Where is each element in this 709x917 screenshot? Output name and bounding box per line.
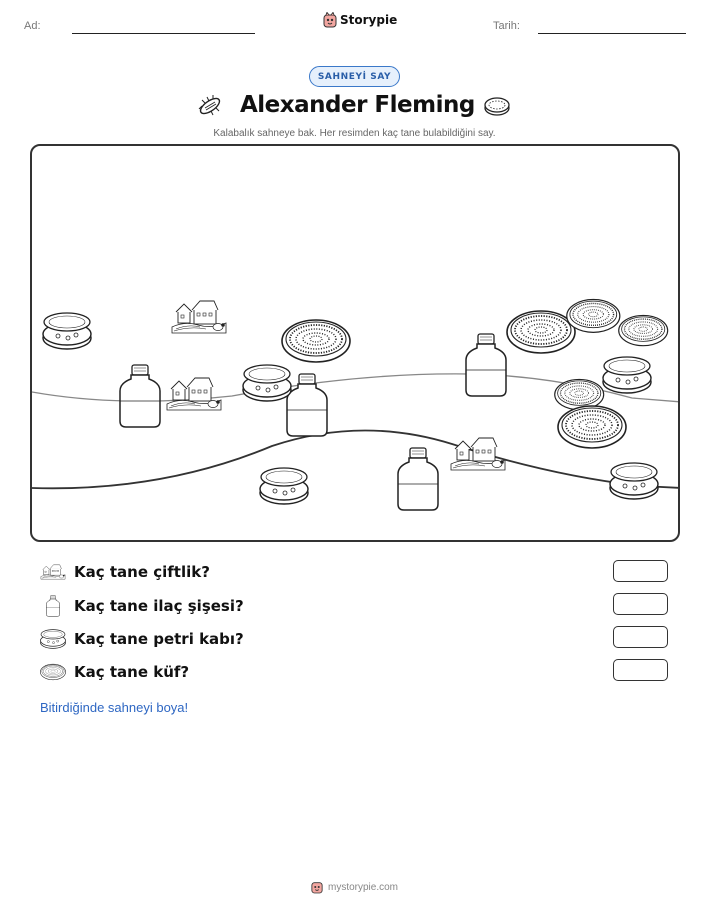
mold-icon [567,300,620,333]
answer-box-bottle[interactable] [613,593,668,615]
answer-box-petri[interactable] [613,626,668,648]
site-footer [0,880,709,894]
question-text: Kaç tane petri kabı? [74,630,244,648]
question-text: Kaç tane ilaç şişesi? [74,597,244,615]
answer-box-farm[interactable] [613,560,668,582]
mold-icon [282,320,350,362]
date-label: Tarih: [493,20,520,32]
coloring-note: Bitirdiğinde sahneyi boya! [40,700,189,715]
bacteria-icon [196,93,224,119]
date-line[interactable] [538,33,686,34]
petri-dish-title-icon [483,94,511,118]
name-line[interactable] [72,33,255,34]
page-title: Alexander Fleming [240,92,475,118]
counting-scene[interactable] [30,144,680,542]
question-petri [40,627,244,651]
name-label: Ad: [24,20,41,32]
medicine-bottle-icon [466,334,506,396]
instructions: Kalabalık sahneye bak. Her resimden kaç tane bulabildiğini say. [213,128,496,139]
answer-box-mold[interactable] [613,659,668,681]
petri-dish-icon [610,463,658,499]
mold-icon [558,406,626,448]
activity-badge: SAHNEYİ SAY [309,66,400,87]
petri-dish-icon [603,357,651,393]
farm-icon [451,438,505,470]
medicine-bottle-icon [287,374,327,436]
mold-icon [619,315,668,345]
petri-dish-icon [43,313,91,349]
storypie-logo [323,12,397,28]
question-text: Kaç tane küf? [74,663,190,681]
medicine-bottle-icon [40,595,66,617]
petri-dish-icon [260,468,308,504]
petri-dish-icon [40,628,66,650]
medicine-bottle-icon [398,448,438,510]
mold-icon [40,661,66,683]
farm-icon [172,301,226,333]
farm-icon [167,378,221,410]
site-url: mystorypie.com [327,881,398,893]
mold-icon [555,379,604,409]
question-farm [40,560,210,584]
question-text: Kaç tane çiftlik? [74,563,210,581]
storypie-mascot-icon [323,12,337,28]
question-mold [40,660,189,684]
farm-icon [40,561,66,583]
scene-drawing [32,146,680,542]
medicine-bottle-icon [120,365,160,427]
mold-icon [507,311,575,353]
petri-dish-icon [243,365,291,401]
brand-name: Storypie [340,13,398,27]
storypie-mascot-icon [311,880,323,894]
question-bottle [40,594,244,618]
